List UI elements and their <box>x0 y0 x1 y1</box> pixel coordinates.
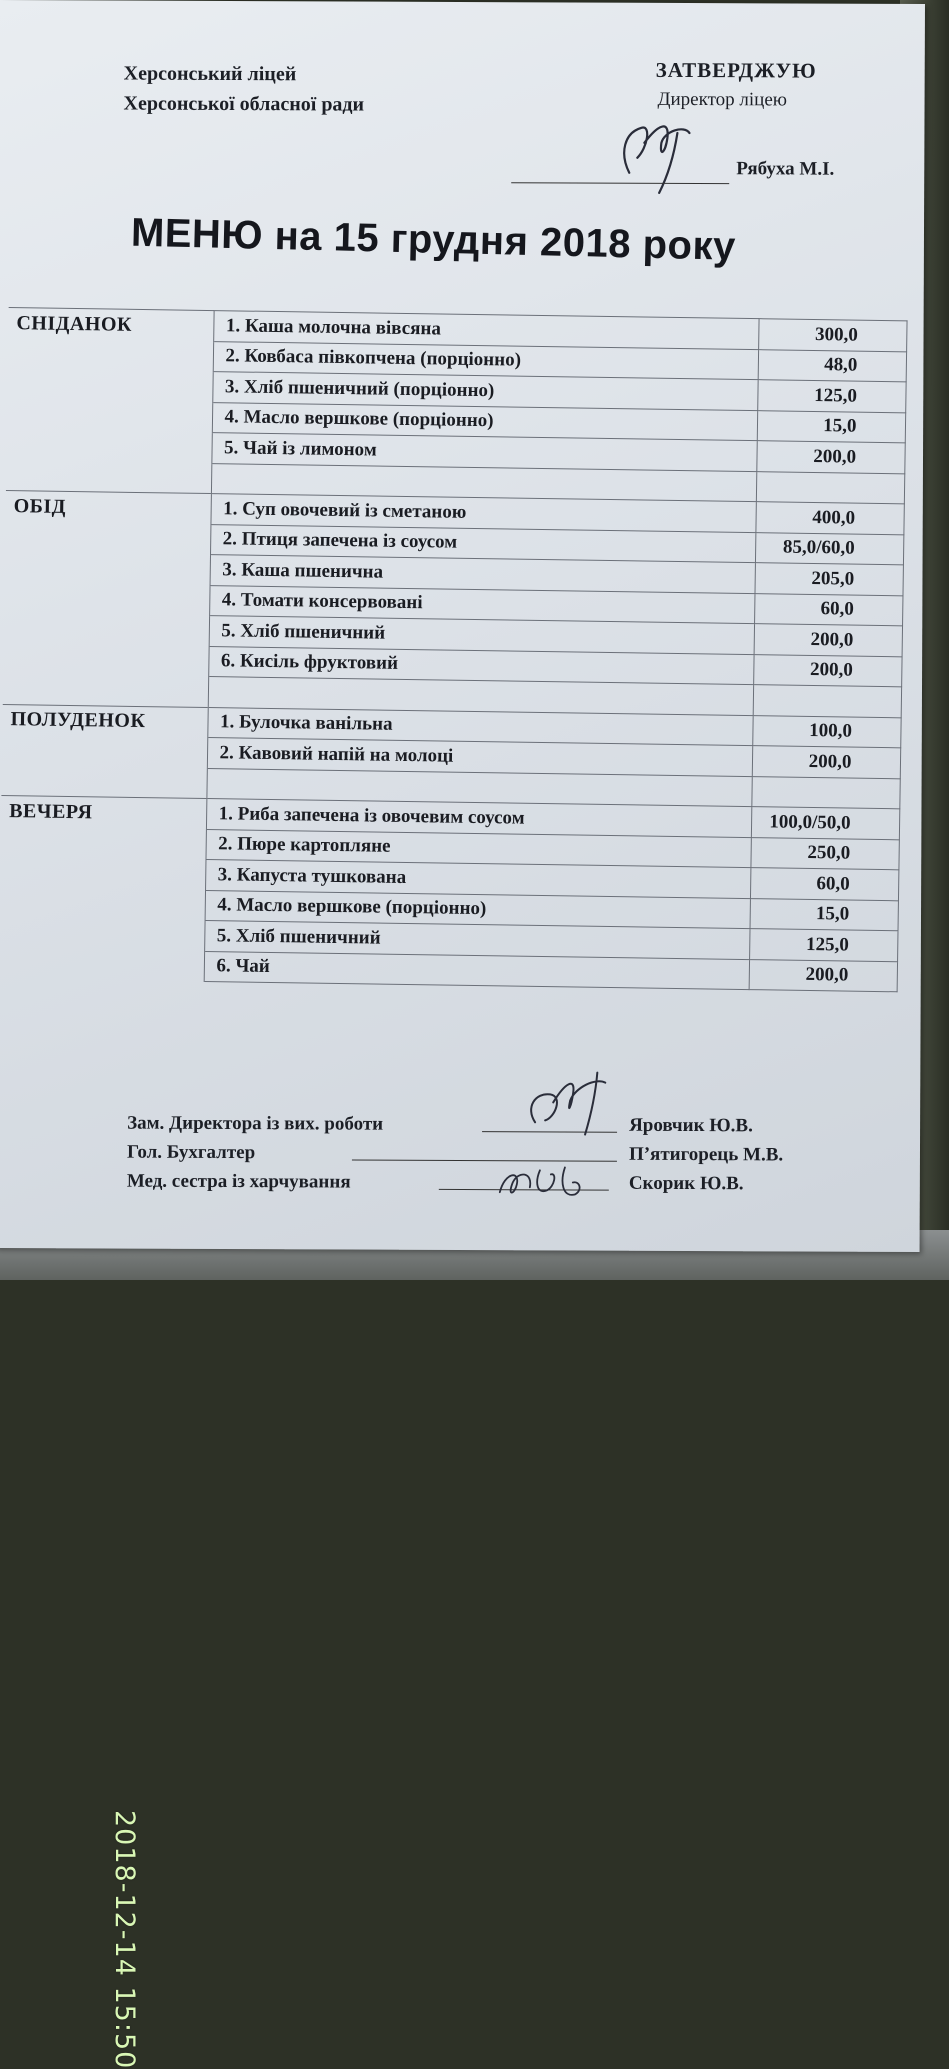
dish-portion: 200,0 <box>753 654 901 687</box>
dish-portion: 15,0 <box>757 410 905 443</box>
dish-portion: 400,0 <box>755 502 903 535</box>
dish-name: 1. Каша молочна вівсяна <box>213 311 758 350</box>
dish-name: 4. Масло вершкове (порціонно) <box>205 890 750 929</box>
dish-name: 5. Хліб пшеничний <box>209 616 754 655</box>
meal-cell <box>2 734 207 768</box>
dish-name: 3. Каша пшенична <box>210 555 755 594</box>
meal-cell <box>0 856 205 890</box>
dish-portion: 60,0 <box>754 593 902 626</box>
photo-timestamp-area <box>90 905 140 2069</box>
dish-portion: 200,0 <box>754 624 902 657</box>
dish-name: 1. Булочка ванільна <box>207 707 752 746</box>
meal-label: ВЕЧЕРЯ <box>1 795 206 829</box>
meal-cell <box>3 643 208 677</box>
menu-table <box>0 307 907 992</box>
signatures-footer <box>126 1109 784 1197</box>
dish-portion: 125,0 <box>749 929 897 962</box>
dish-name: 6. Чай <box>204 951 749 990</box>
dish-portion: 60,0 <box>750 868 898 901</box>
dish-name: 5. Хліб пшеничний <box>204 921 749 960</box>
meal-cell <box>7 399 212 433</box>
dish-name: 3. Хліб пшеничний (порціонно) <box>212 372 757 411</box>
footer-role: Гол. Бухгалтер <box>126 1141 256 1164</box>
dish-portion: 200,0 <box>752 746 900 779</box>
dish-name: 1. Риба запечена із овочевим соусом <box>206 799 751 838</box>
dish-portion: 205,0 <box>754 563 902 596</box>
empty-cell <box>3 674 208 708</box>
meal-cell <box>1 826 206 860</box>
photo-timestamp: 2018-12-14 15:50 <box>109 1810 140 2069</box>
dish-portion: 100,0 <box>752 715 900 748</box>
institution-header <box>123 59 364 120</box>
footer-row-accountant <box>126 1138 784 1168</box>
approve-label: ЗАТВЕРДЖУЮ <box>655 57 817 83</box>
meal-cell <box>5 521 210 555</box>
dish-portion: 300,0 <box>758 319 906 352</box>
dish-name: 2. Птиця запечена із соусом <box>210 524 755 563</box>
meal-cell <box>5 552 210 586</box>
dish-name: 4. Томати консервовані <box>209 585 754 624</box>
footer-name: П’ятигорець М.В. <box>628 1143 784 1166</box>
empty-cell <box>6 460 211 494</box>
meal-cell <box>4 582 209 616</box>
dish-portion: 250,0 <box>750 837 898 870</box>
institution-line-2: Херсонської обласної ради <box>123 92 365 116</box>
page-title: МЕНЮ на 15 грудня 2018 року <box>130 210 737 269</box>
dish-name: 1. Суп овочевий із сметаною <box>210 494 755 533</box>
institution-line-1: Херсонський ліцей <box>123 62 297 86</box>
footer-role: Мед. сестра із харчування <box>126 1170 351 1193</box>
dish-portion: 15,0 <box>750 898 898 931</box>
dish-portion: 100,0/50,0 <box>751 807 899 840</box>
dish-portion: 48,0 <box>758 349 906 382</box>
dish-name: 5. Чай із лимоном <box>211 433 756 472</box>
dish-name: 3. Капуста тушкована <box>205 860 750 899</box>
empty-cell <box>751 776 899 809</box>
footer-row-deputy <box>127 1109 753 1139</box>
dish-name: 2. Кавовий напій на молоці <box>207 738 752 777</box>
dish-name: 2. Пюре картопляне <box>205 829 750 868</box>
deputy-signature-icon <box>505 1062 635 1143</box>
meal-cell <box>6 430 211 464</box>
dish-portion: 85,0/60,0 <box>755 532 903 565</box>
dish-name: 4. Масло вершкове (порціонно) <box>212 402 757 441</box>
footer-name: Яровчик Ю.В. <box>629 1114 753 1137</box>
empty-cell <box>753 685 901 718</box>
dish-portion: 200,0 <box>749 959 897 992</box>
dish-name: 6. Кисіль фруктовий <box>208 646 753 685</box>
meal-cell <box>4 613 209 647</box>
approver-name: Рябуха М.І. <box>736 158 835 180</box>
meal-label: СНІДАНОК <box>8 308 213 342</box>
meal-label: ОБІД <box>5 491 210 525</box>
nurse-signature-icon <box>485 1152 605 1213</box>
footer-role: Зам. Директора із вих. роботи <box>127 1112 384 1135</box>
dish-name: 2. Ковбаса півкопчена (порціонно) <box>213 341 758 380</box>
menu-table-body <box>0 308 907 992</box>
meal-cell <box>7 369 212 403</box>
footer-row-nurse <box>126 1167 744 1197</box>
empty-cell <box>1 765 206 799</box>
meal-label: ПОЛУДЕНОК <box>2 704 207 738</box>
dish-portion: 125,0 <box>757 380 905 413</box>
empty-cell <box>756 471 904 504</box>
meal-cell <box>8 338 213 372</box>
approver-role: Директор ліцею <box>657 88 788 111</box>
footer-name: Скорик Ю.В. <box>628 1172 744 1195</box>
dish-portion: 200,0 <box>756 441 904 474</box>
